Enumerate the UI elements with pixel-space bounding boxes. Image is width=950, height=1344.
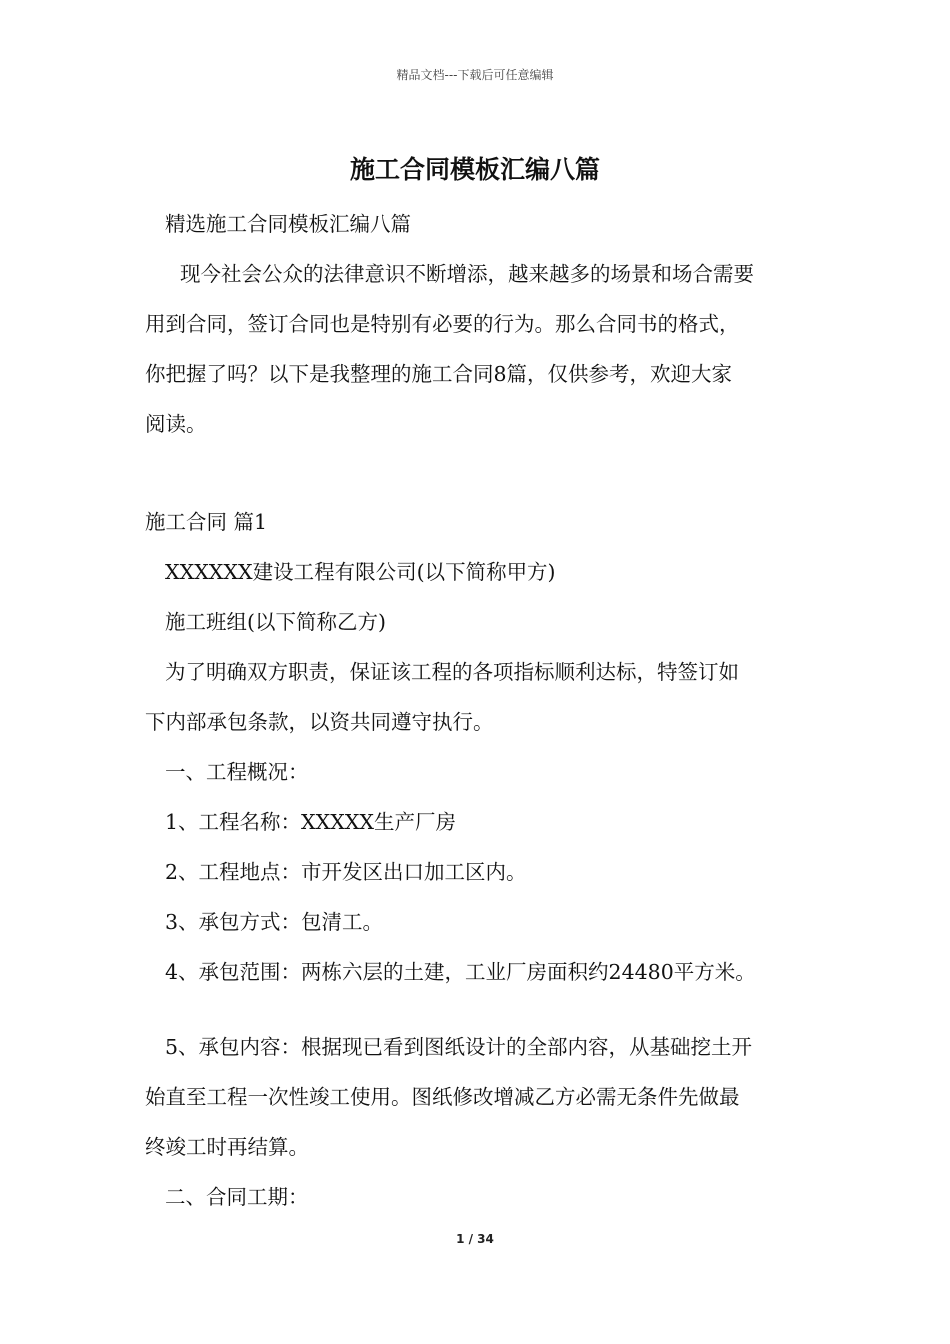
paragraph-line: 用到合同，签订合同也是特别有必要的行为。那么合同书的格式， bbox=[145, 312, 740, 336]
clause-item: 5、承包内容：根据现已看到图纸设计的全部内容，从基础挖土开 bbox=[165, 1035, 753, 1059]
clause-item: 4、承包范围：两栋六层的土建，工业厂房面积约24480平方米。 bbox=[165, 960, 756, 984]
clause-item: 1、工程名称：XXXXX生产厂房 bbox=[165, 810, 457, 834]
paragraph-line: 你把握了吗？以下是我整理的施工合同8篇，仅供参考，欢迎大家 bbox=[145, 362, 733, 386]
paragraph-line: 终竣工时再结算。 bbox=[145, 1135, 309, 1159]
document-title: 施工合同模板汇编八篇 bbox=[349, 155, 600, 184]
page-number: 1 / 34 bbox=[456, 1232, 494, 1246]
paragraph-line: 下内部承包条款，以资共同遵守执行。 bbox=[145, 710, 494, 734]
paragraph-line: 现今社会公众的法律意识不断增添，越来越多的场景和场合需要 bbox=[180, 262, 754, 286]
subtitle-line: 精选施工合同模板汇编八篇 bbox=[165, 212, 411, 236]
clause-heading: 一、工程概况： bbox=[165, 760, 309, 784]
clause-item: 2、工程地点：市开发区出口加工区内。 bbox=[165, 860, 527, 884]
section-heading: 施工合同 篇1 bbox=[145, 510, 268, 534]
page-header: 精品文档---下载后可任意编辑 bbox=[396, 68, 554, 82]
paragraph-line: 始直至工程一次性竣工使用。图纸修改增减乙方必需无条件先做最 bbox=[145, 1085, 740, 1109]
paragraph-line: 为了明确双方职责，保证该工程的各项指标顺利达标，特签订如 bbox=[165, 660, 739, 684]
clause-heading: 二、合同工期： bbox=[165, 1185, 309, 1209]
paragraph-line: 阅读。 bbox=[145, 412, 207, 436]
clause-item: 3、承包方式：包清工。 bbox=[165, 910, 384, 934]
party-a-line: XXXXXX建设工程有限公司(以下简称甲方) bbox=[165, 560, 556, 584]
party-b-line: 施工班组(以下简称乙方) bbox=[165, 610, 386, 634]
